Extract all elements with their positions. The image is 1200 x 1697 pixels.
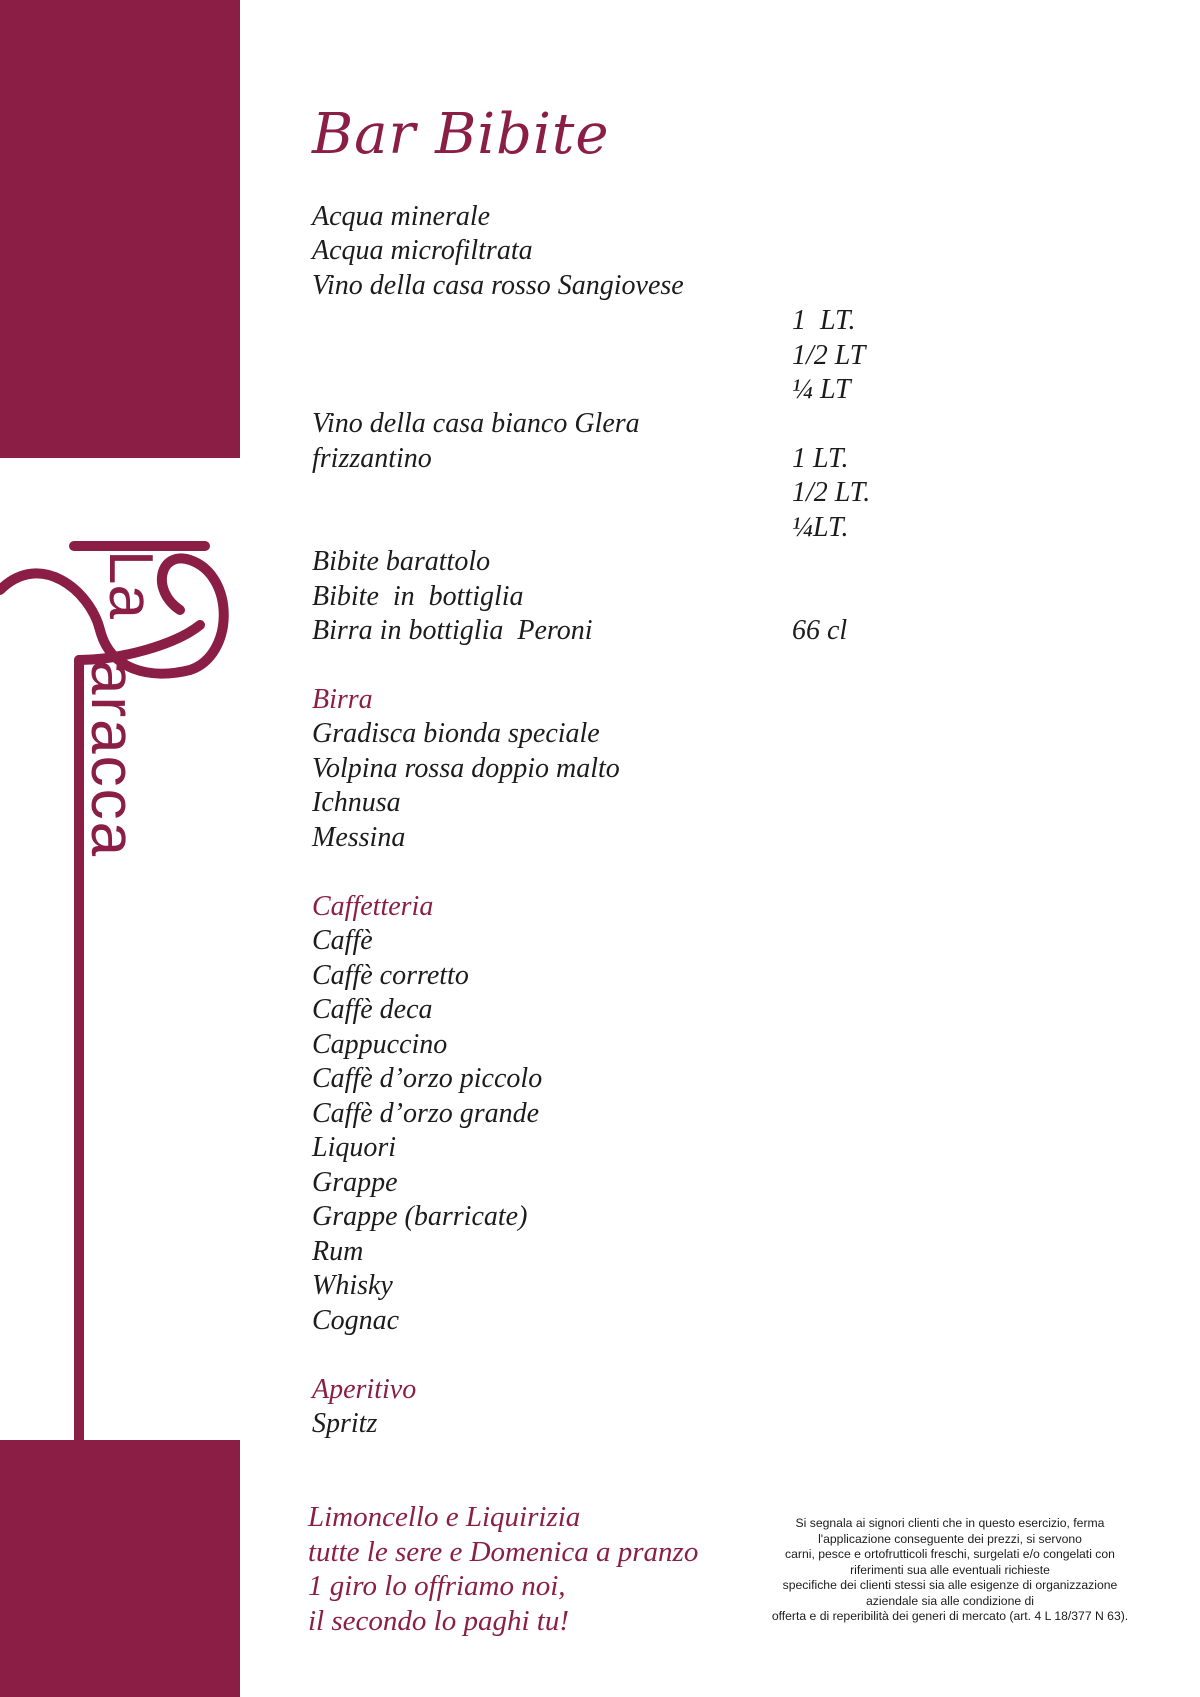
note-line: riferimenti sua alle eventuali richieste (850, 1562, 1050, 1577)
menu-item: Rum (312, 1236, 364, 1267)
page-title: Bar Bibite (312, 102, 610, 167)
sidebar-band-top (0, 0, 240, 458)
menu-item: Caffè (312, 925, 373, 956)
menu-item: Spritz (312, 1408, 378, 1439)
menu-item: Whisky (312, 1270, 393, 1301)
brand-logo (0, 530, 240, 1450)
promo-line: Limoncello e Liquirizia (308, 1501, 581, 1533)
note-line: Si segnala ai signori clienti che in questo esercizio, ferma (795, 1516, 1105, 1530)
menu-item: Cognac (312, 1305, 400, 1336)
menu-item: ¼LT. (792, 512, 849, 543)
promo-text (308, 1500, 698, 1638)
menu-item: Grappe (312, 1167, 398, 1198)
legal-note (740, 1516, 1160, 1625)
menu-item: Ichnusa (312, 787, 401, 818)
menu-item: Caffè corretto (312, 960, 469, 991)
note-line: l'applicazione conseguente dei prezzi, si servono (818, 1531, 1082, 1546)
menu-item: 1 LT. (792, 443, 849, 474)
menu-item: ¼ LT (792, 374, 851, 405)
menu-item: Caffè deca (312, 994, 433, 1025)
menu-item: Caffè d’orzo piccolo (312, 1063, 543, 1094)
menu-item: 1/2 LT (792, 340, 866, 371)
menu-item: Vino della casa bianco Glera (312, 408, 640, 439)
note-line: offerta e di reperibilità dei generi di mercato (art. 4 L 18/377 N 63). (771, 1609, 1129, 1623)
menu-item: Cappuccino (312, 1029, 448, 1060)
menu-item: Birra in bottiglia Peroni (312, 615, 593, 646)
menu-item: Gradisca bionda speciale (312, 718, 600, 749)
menu-item: Bibite in bottiglia (312, 581, 524, 612)
menu-item: Grappe (barricate) (312, 1201, 528, 1232)
promo-line: il secondo lo paghi tu! (308, 1604, 569, 1637)
note-line: carni, pesce e ortofrutticoli freschi, surgelati e/o congelati con (785, 1547, 1115, 1561)
menu-item: Vino della casa rosso Sangiovese (312, 270, 684, 301)
promo-line: tutte le sere e Domenica a pranzo (308, 1535, 699, 1568)
menu-item: Caffè d’orzo grande (312, 1098, 540, 1129)
menu-item: 1/2 LT. (792, 477, 871, 508)
section-heading: Aperitivo (312, 1374, 417, 1405)
menu-item: Acqua minerale (312, 201, 491, 232)
menu-item: frizzantino (312, 443, 432, 474)
promo-line: 1 giro lo offriamo noi, (308, 1570, 566, 1602)
menu-item: Bibite barattolo (312, 546, 491, 577)
menu-item: Messina (312, 822, 406, 853)
sidebar-band-bottom (0, 1440, 240, 1697)
logo-aracca-text: aracca (78, 660, 147, 859)
menu-item: Volpina rossa doppio malto (312, 753, 620, 784)
logo-la-text: La (96, 550, 165, 619)
note-line: specifiche dei clienti stessi sia alle esigenze di organizzazione (782, 1578, 1118, 1592)
menu-item: 66 cl (792, 615, 848, 646)
note-line: aziendale sia alle condizione di (865, 1593, 1035, 1608)
section-heading: Birra (312, 684, 373, 715)
menu-item: Acqua microfiltrata (312, 235, 533, 266)
section-heading: Caffetteria (312, 891, 434, 922)
menu-item: Liquori (312, 1132, 397, 1163)
menu-item: 1 LT. (792, 305, 856, 336)
